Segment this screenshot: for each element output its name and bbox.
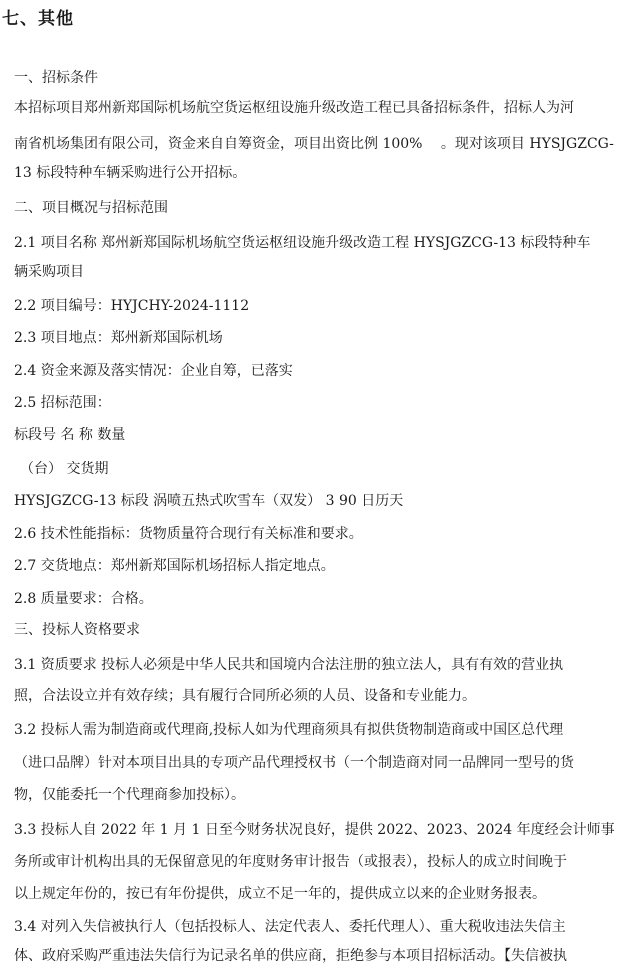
- paragraph-line: 体、政府采购严重违法失信行为记录名单的供应商，拒绝参与本项目招标活动。【失信被执: [14, 948, 567, 964]
- paragraph-line: （进口品牌）针对本项目出具的专项产品代理授权书（一个制造商对同一品牌同一型号的货: [14, 755, 574, 771]
- paragraph-line: 以上规定年份的，按已有年份提供，成立不足一年的，提供成立以来的企业财务报表。: [14, 886, 546, 902]
- paragraph-line: 照，合法设立并有效存续；具有履行合同所必须的人员、设备和专业能力。: [14, 688, 476, 704]
- paragraph-line: 本招标项目郑州新郑国际机场航空货运枢纽设施升级改造工程已具备招标条件，招标人为河: [14, 100, 574, 116]
- section-title: 七、其他: [2, 9, 74, 29]
- item-technical-specs: 2.6 技术性能指标：货物质量符合现行有关标准和要求。: [14, 526, 363, 542]
- item-project-name: 2.1 项目名称 郑州新郑国际机场航空货运枢纽设施升级改造工程 HYSJGZCG-13 标段特种车: [14, 235, 591, 251]
- heading-project-overview: 二、项目概况与招标范围: [14, 200, 168, 216]
- scope-table-header-cont: （台） 交货期: [20, 461, 109, 477]
- item-quality-requirement: 2.8 质量要求：合格。: [14, 591, 153, 607]
- item-project-location: 2.3 项目地点：郑州新郑国际机场: [14, 330, 223, 346]
- paragraph-line: 南省机场集团有限公司，资金来自自筹资金，项目出资比例 100% 。现对该项目 HYSJGZCG-: [14, 136, 614, 152]
- paragraph-line: 13 标段特种车辆采购进行公开招标。: [14, 165, 247, 181]
- scope-table-header: 标段号 名 称 数量: [14, 427, 126, 443]
- paragraph-line: 3.2 投标人需为制造商或代理商,投标人如为代理商须具有拟供货物制造商或中国区总代理: [14, 722, 564, 738]
- paragraph-line: 务所或审计机构出具的无保留意见的年度财务审计报告（或报表），投标人的成立时间晚于: [14, 854, 567, 870]
- item-project-name-cont: 辆采购项目: [14, 264, 84, 280]
- paragraph-line: 3.4 对列入失信被执行人（包括投标人、法定代表人、委托代理人）、重大税收违法失信主: [14, 919, 566, 935]
- paragraph-line: 物，仅能委托一个代理商参加投标）。: [14, 787, 245, 803]
- item-bidding-scope: 2.5 招标范围：: [14, 395, 111, 411]
- heading-bidder-qualifications: 三、投标人资格要求: [14, 622, 140, 638]
- paragraph-line: 3.3 投标人自 2022 年 1 月 1 日至今财务状况良好，提供 2022、2023、2024 年度经会计师事: [14, 822, 615, 838]
- heading-bidding-conditions: 一、招标条件: [14, 70, 98, 86]
- paragraph-line: 3.1 资质要求 投标人必须是中华人民共和国境内合法注册的独立法人，具有有效的营业执: [14, 657, 564, 673]
- item-project-number: 2.2 项目编号：HYJCHY-2024-1112: [14, 298, 250, 314]
- item-delivery-location: 2.7 交货地点：郑州新郑国际机场招标人指定地点。: [14, 558, 335, 574]
- item-funding-source: 2.4 资金来源及落实情况：企业自筹，已落实: [14, 363, 293, 379]
- scope-table-row: HYSJGZCG-13 标段 涡喷五热式吹雪车（双发） 3 90 日历天: [14, 493, 404, 509]
